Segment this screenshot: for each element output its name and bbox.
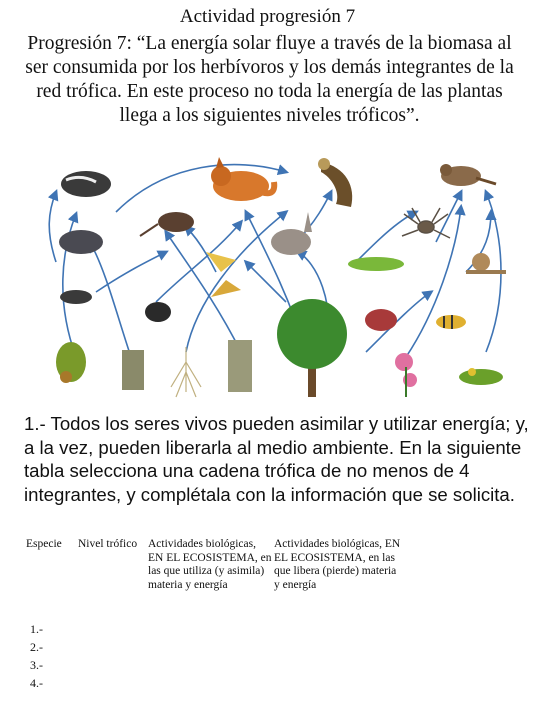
ground-beetle-icon bbox=[145, 302, 171, 322]
fungus-roots-icon bbox=[171, 347, 201, 397]
food-web-illustration bbox=[36, 152, 514, 408]
eagle-icon bbox=[318, 158, 352, 207]
table-row: 3.- bbox=[30, 658, 43, 672]
log-icon bbox=[122, 350, 144, 390]
header-species: Especie bbox=[26, 538, 62, 550]
table-rows bbox=[30, 620, 43, 692]
table-row: 1.- bbox=[30, 622, 43, 636]
wasp-icon bbox=[436, 315, 466, 329]
sparrow-icon bbox=[440, 164, 496, 186]
caterpillar-icon bbox=[348, 257, 404, 271]
fox-icon bbox=[211, 157, 274, 201]
tree-icon bbox=[277, 299, 347, 397]
header-trophic-level: Nivel trófico bbox=[78, 538, 138, 550]
mole-icon bbox=[59, 230, 103, 254]
shield-bug-icon bbox=[365, 309, 397, 331]
page-title: Actividad progresión 7 bbox=[179, 6, 356, 27]
header-uses-energy: Actividades biológicas, EN EL ECOSISTEMA, en las que utiliza (y asimila) materia y energía bbox=[148, 538, 272, 591]
spider-icon bbox=[402, 208, 450, 238]
herb-icon bbox=[459, 368, 503, 385]
header-releases-energy: Actividades biológicas, EN EL ECOSISTEMA, en las que libera (pierde) materia y energía bbox=[274, 538, 401, 591]
table-row: 2.- bbox=[30, 640, 43, 654]
question-1: 1.- Todos los seres vivos pueden asimilar y utilizar energía; y, a la vez, pueden liberarla al medio ambiente. En la siguiente tabla selecciona una cadena trófica de no menos de 4 integrantes, y complétala con la información que se solicita. bbox=[24, 413, 529, 505]
intro-paragraph: Progresión 7: “La energía solar fluye a través de la biomasa al ser consumida por los herbívoros y los demás integrantes de la red trófica. En este proceso no toda la energía de las plantas llega a los siguientes niveles tróficos”. bbox=[25, 33, 514, 126]
oak-leaves-icon bbox=[56, 342, 86, 383]
food-web-arrows bbox=[49, 165, 501, 357]
flowering-plant-icon bbox=[395, 353, 417, 397]
stump-icon bbox=[228, 340, 252, 392]
beetle-icon bbox=[60, 290, 92, 304]
badger-icon bbox=[61, 171, 111, 197]
table-row: 4.- bbox=[30, 676, 43, 690]
